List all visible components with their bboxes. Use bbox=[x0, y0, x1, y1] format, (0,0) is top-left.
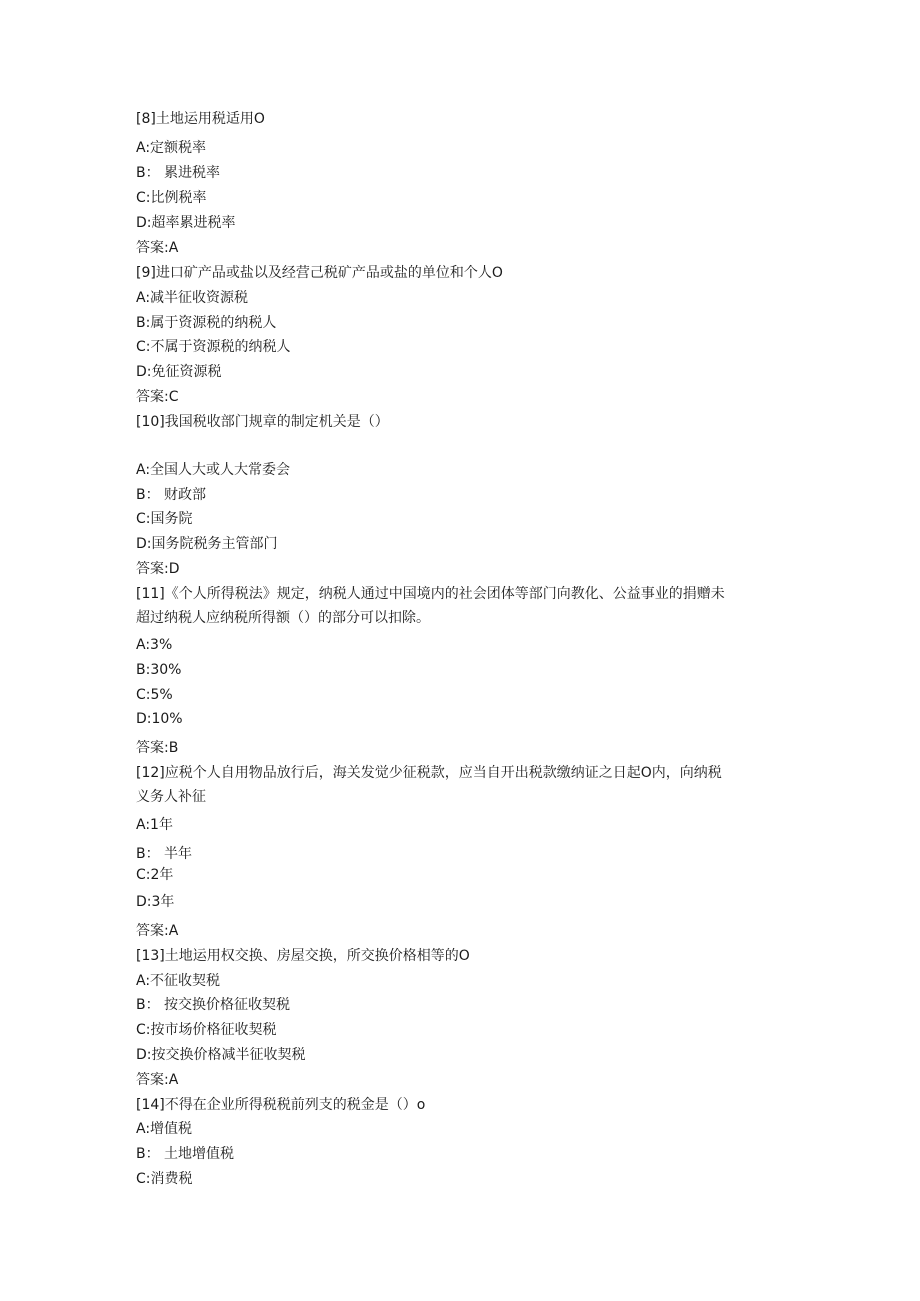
question-12-option-c: C:2年 bbox=[136, 867, 174, 883]
question-9-option-d: D:免征资源税 bbox=[136, 364, 222, 380]
question-8-option-d: D:超率累进税率 bbox=[136, 215, 236, 231]
question-13-option-d: D:按交换价格减半征收契税 bbox=[136, 1047, 306, 1063]
question-11-stem-line-1: [11]《个人所得税法》规定，纳税人通过中国境内的社会团体等部门向教化、公益事业的捐赠未 bbox=[136, 586, 725, 602]
question-10-option-d: D:国务院税务主管部门 bbox=[136, 536, 278, 552]
question-11-option-a: A:3% bbox=[136, 637, 173, 653]
question-12-stem-line-1: [12]应税个人自用物品放行后，海关发觉少征税款，应当自开出税款缴纳证之日起O内，向纳税 bbox=[136, 765, 722, 781]
question-8-answer: 答案:A bbox=[136, 240, 179, 256]
question-13-stem: [13]土地运用权交换、房屋交换，所交换价格相等的O bbox=[136, 948, 470, 964]
question-14-option-c: C:消费税 bbox=[136, 1171, 193, 1187]
question-9-option-a: A:减半征收资源税 bbox=[136, 290, 249, 306]
question-11-stem-line-2: 超过纳税人应纳税所得额（）的部分可以扣除。 bbox=[136, 610, 430, 626]
question-10-answer: 答案:D bbox=[136, 561, 180, 577]
question-12-answer: 答案:A bbox=[136, 923, 179, 939]
question-9-option-c: C:不属于资源税的纳税人 bbox=[136, 339, 291, 355]
question-10-option-c: C:国务院 bbox=[136, 511, 193, 527]
question-14-option-b: B： 土地增值税 bbox=[136, 1146, 235, 1162]
question-10-stem: [10]我国税收部门规章的制定机关是（） bbox=[136, 414, 389, 430]
question-9-option-b: B:属于资源税的纳税人 bbox=[136, 315, 277, 331]
question-13-option-a: A:不征收契税 bbox=[136, 973, 221, 989]
question-9-stem: [9]进口矿产品或盐以及经营己税矿产品或盐的单位和个人O bbox=[136, 265, 503, 281]
question-11-option-d: D:10% bbox=[136, 711, 183, 727]
question-10-option-b: B： 财政部 bbox=[136, 487, 207, 503]
question-11-option-c: C:5% bbox=[136, 687, 173, 703]
question-14-option-a: A:增值税 bbox=[136, 1121, 193, 1137]
question-12-option-b: B： 半年 bbox=[136, 846, 193, 862]
question-10-option-a: A:全国人大或人大常委会 bbox=[136, 462, 291, 478]
question-11-answer: 答案:B bbox=[136, 740, 179, 756]
question-11-option-b: B:30% bbox=[136, 662, 182, 678]
question-8-option-a: A:定额税率 bbox=[136, 140, 207, 156]
question-13-answer: 答案:A bbox=[136, 1072, 179, 1088]
question-8-option-c: C:比例税率 bbox=[136, 190, 207, 206]
question-8-option-b: B： 累进税率 bbox=[136, 165, 221, 181]
question-8-stem: [8]土地运用税适用O bbox=[136, 111, 265, 127]
question-13-option-b: B： 按交换价格征收契税 bbox=[136, 997, 291, 1013]
question-12-option-d: D:3年 bbox=[136, 894, 175, 910]
question-13-option-c: C:按市场价格征收契税 bbox=[136, 1022, 277, 1038]
question-12-option-a: A:1年 bbox=[136, 817, 173, 833]
question-14-stem: [14]不得在企业所得税税前列支的税金是（）o bbox=[136, 1097, 426, 1113]
question-12-stem-line-2: 义务人补征 bbox=[136, 789, 206, 805]
question-9-answer: 答案:C bbox=[136, 389, 179, 405]
